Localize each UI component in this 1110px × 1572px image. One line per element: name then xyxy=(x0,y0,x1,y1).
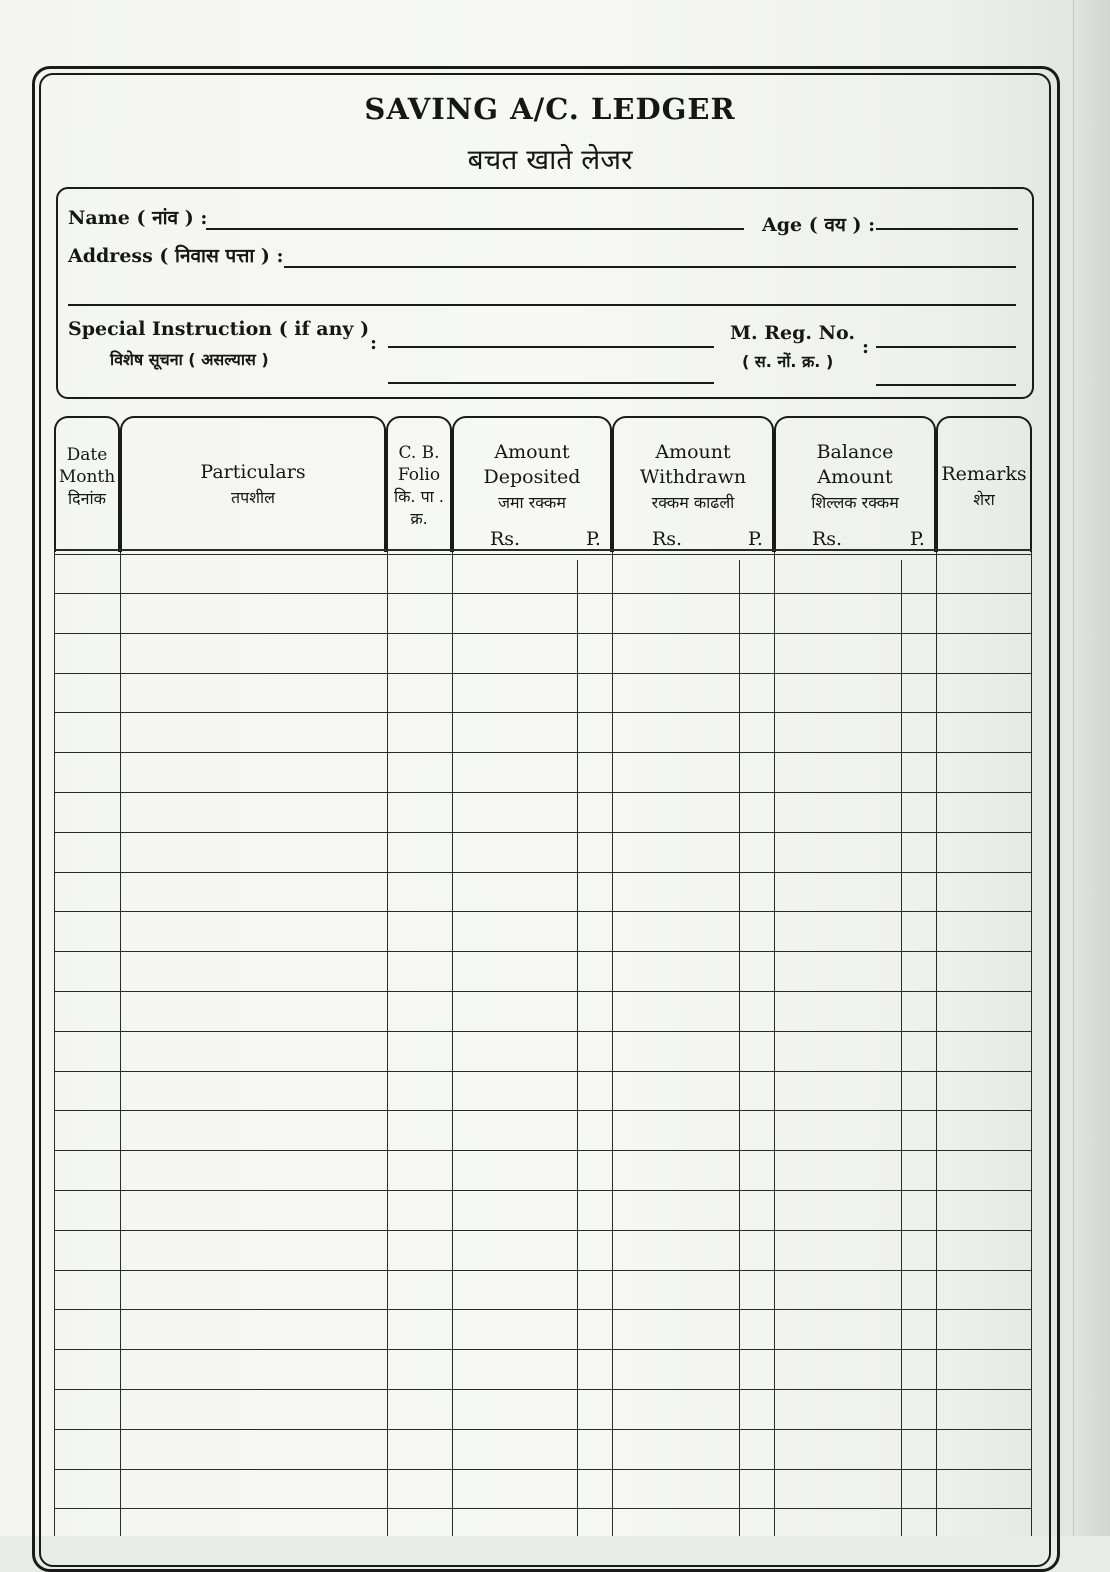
ledger-row-rule xyxy=(54,1031,1032,1032)
mreg-line-2[interactable] xyxy=(876,384,1016,386)
deposited-rs-label: Rs. xyxy=(490,528,521,550)
header-deposited xyxy=(452,416,612,552)
header-particulars-en: Particulars xyxy=(200,461,306,483)
header-balance-hi: शिल्लक रक्कम xyxy=(811,493,899,512)
ledger-row-rule xyxy=(54,712,1032,713)
header-withdrawn-hi: रक्कम काढली xyxy=(651,493,735,512)
header-date xyxy=(54,416,120,552)
address-label: Address ( निवास पत्ता ) : xyxy=(68,245,284,267)
header-withdrawn xyxy=(612,416,774,552)
header-remarks-hi: शेरा xyxy=(973,490,995,509)
mreg-line-1[interactable] xyxy=(876,346,1016,348)
ledger-row-rule xyxy=(54,1270,1032,1271)
header-particulars xyxy=(120,416,386,552)
header-folio-hi: कि. पा . क्र. xyxy=(393,487,444,528)
balance-p-label: P. xyxy=(910,528,925,550)
mreg-colon: : xyxy=(862,336,870,358)
header-balance-en: Balance Amount xyxy=(816,441,894,488)
mreg-label-hi: ( स. नों. क्र. ) xyxy=(742,352,834,371)
ledger-row-rule xyxy=(54,1508,1032,1509)
special-instruction-label: Special Instruction ( if any ) xyxy=(68,318,370,340)
header-withdrawn-en: Amount Withdrawn xyxy=(639,441,747,488)
address-line-2[interactable] xyxy=(68,304,1016,306)
ledger-row-rule xyxy=(54,1469,1032,1470)
ledger-row-rule xyxy=(54,872,1032,873)
form-title: SAVING A/C. LEDGER xyxy=(364,92,736,126)
ledger-row-rule xyxy=(54,752,1032,753)
header-balance xyxy=(774,416,936,552)
ledger-row-rule xyxy=(54,1110,1032,1111)
form-subtitle: बचत खाते लेजर xyxy=(467,143,633,176)
ledger-row-rule xyxy=(54,1150,1032,1151)
ledger-row-rule xyxy=(54,1309,1032,1310)
header-deposited-hi: जमा रक्कम xyxy=(498,493,566,512)
header-remarks-en: Remarks xyxy=(941,463,1027,485)
page-edge-strip xyxy=(1073,0,1110,1536)
special-instruction-line-2[interactable] xyxy=(388,382,714,384)
ledger-row-rule xyxy=(54,832,1032,833)
ledger-row-rule xyxy=(54,911,1032,912)
mreg-label: M. Reg. No. xyxy=(730,322,855,344)
age-label: Age ( वय ) : xyxy=(762,214,876,236)
withdrawn-rs-label: Rs. xyxy=(652,528,683,550)
balance-rs-label: Rs. xyxy=(812,528,843,550)
ledger-row-rule xyxy=(54,951,1032,952)
age-line[interactable] xyxy=(876,228,1018,230)
special-instruction-line-1[interactable] xyxy=(388,346,714,348)
ledger-row-rule xyxy=(54,1389,1032,1390)
header-particulars-hi: तपशील xyxy=(230,488,276,507)
ledger-row-rule xyxy=(54,1071,1032,1072)
deposited-p-label: P. xyxy=(586,528,601,550)
ledger-row-rule xyxy=(54,633,1032,634)
header-date-en: Date Month xyxy=(58,445,116,487)
header-bottom-rule xyxy=(54,549,1032,551)
header-deposited-en: Amount Deposited xyxy=(483,441,581,488)
ledger-row-rule xyxy=(54,673,1032,674)
header-date-hi: दिनांक xyxy=(68,489,106,508)
address-line-1[interactable] xyxy=(284,266,1016,268)
ledger-row-rule xyxy=(54,991,1032,992)
name-label: Name ( नांव ) : xyxy=(68,207,208,229)
withdrawn-p-label: P. xyxy=(748,528,763,550)
header-folio xyxy=(386,416,452,552)
header-bottom-rule-2 xyxy=(54,554,1032,555)
header-folio-en: C. B. Folio xyxy=(397,443,441,485)
ledger-row-rule xyxy=(54,792,1032,793)
ledger-row-rule xyxy=(54,1230,1032,1231)
special-instruction-colon: : xyxy=(370,332,378,354)
special-instruction-label-hi: विशेष सूचना ( असल्यास ) xyxy=(110,350,269,369)
ledger-row-rule xyxy=(54,1190,1032,1191)
ledger-row-rule xyxy=(54,1429,1032,1430)
name-line[interactable] xyxy=(206,228,744,230)
header-remarks xyxy=(936,416,1032,552)
ledger-row-rule xyxy=(54,1349,1032,1350)
ledger-row-rule xyxy=(54,593,1032,594)
